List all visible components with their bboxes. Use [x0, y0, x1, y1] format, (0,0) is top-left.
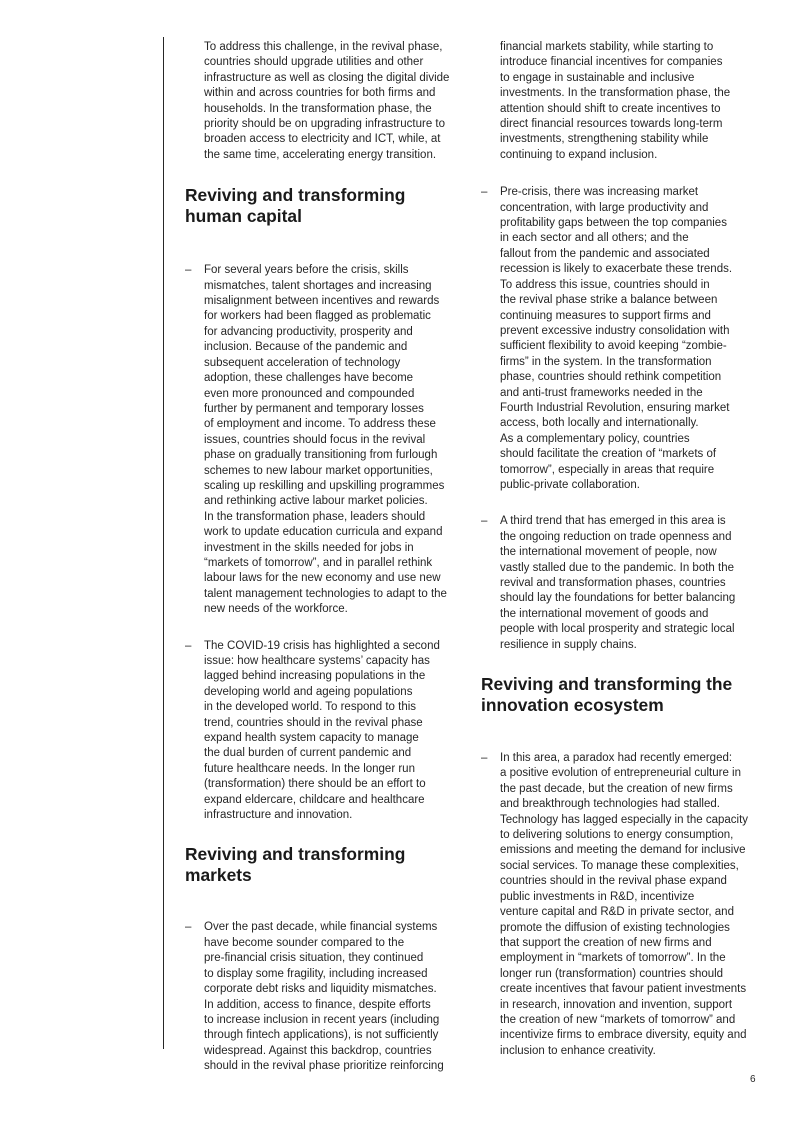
text-line: the revival phase strike a balance between — [500, 294, 718, 307]
text-line: that support the creation of new firms and — [500, 936, 712, 949]
text-line: even more pronounced and compounded — [204, 387, 415, 400]
dash-bullet: – — [481, 186, 488, 199]
text-line: through fintech applications), is not sufficiently — [204, 1029, 439, 1042]
left-column — [185, 40, 457, 1096]
list-item — [185, 263, 457, 617]
text-line: to display some fragility, including increased — [204, 967, 428, 980]
text-line: concentration, with large productivity and — [500, 201, 709, 214]
text-line: and rethinking active labour market policies. — [204, 495, 428, 508]
text-line: countries should in the revival phase expand — [500, 875, 727, 888]
text-line: new needs of the workforce. — [204, 603, 348, 616]
text-line: future healthcare needs. In the longer run — [204, 762, 415, 775]
text-line: for advancing productivity, prosperity and — [204, 325, 413, 338]
text-line: labour laws for the new economy and use new — [204, 572, 441, 585]
text-line: continuing measures to support firms and — [500, 309, 711, 322]
text-line: further by permanent and temporary losses — [204, 402, 424, 415]
text-line: The COVID-19 crisis has highlighted a second — [204, 639, 440, 652]
page-number: 6 — [750, 1074, 756, 1085]
text-line: countries should upgrade utilities and other — [204, 56, 424, 69]
text-line: scaling up reskilling and upskilling programmes — [204, 479, 445, 492]
text-line: Technology has lagged especially in the capacity — [500, 813, 749, 826]
heading-markets — [185, 844, 457, 886]
list-item — [185, 920, 457, 1074]
text-line: create incentives that favour patient investments — [500, 983, 747, 996]
text-line: infrastructure as well as closing the digital divide — [204, 71, 450, 84]
markets-list-left — [185, 920, 457, 1074]
text-line: issue: how healthcare systems’ capacity has — [204, 655, 430, 667]
text-line: the creation of new “markets of tomorrow” and — [500, 1013, 736, 1026]
text-line: vastly stalled due to the pandemic. In both the — [500, 561, 734, 574]
text-line: priority should be on upgrading infrastructure to — [204, 118, 446, 131]
text-line: inclusion to enhance creativity. — [500, 1044, 656, 1057]
text-line: misalignment between incentives and rewards — [204, 295, 440, 308]
text-line: Reviving and transforming — [185, 185, 406, 206]
text-line: sufficient flexibility to avoid keeping “zombie- — [500, 340, 727, 353]
text-line: for workers had been flagged as problematic — [204, 310, 431, 323]
text-line: should facilitate the creation of “markets of — [500, 448, 717, 461]
text-line: developing world and ageing populations — [204, 685, 413, 698]
dash-bullet: – — [481, 515, 488, 528]
text-line: social services. To manage these complexities, — [500, 859, 739, 872]
text-line: in research, innovation and invention, support — [500, 998, 733, 1011]
text-line: public investments in R&D, incentivize — [500, 890, 695, 903]
text-line: employment in “markets of tomorrow”. In the — [500, 952, 726, 965]
text-line: work to update education curricula and expand — [204, 526, 443, 539]
text-line: human capital — [185, 206, 302, 227]
text-line: pre-financial crisis situation, they continued — [204, 952, 424, 965]
human-capital-list — [185, 263, 457, 823]
dash-bullet: – — [185, 639, 192, 652]
text-line: fallout from the pandemic and associated — [500, 247, 710, 260]
text-line: adoption, these challenges have become — [204, 372, 414, 385]
text-line: “markets of tomorrow”, and in parallel rethink — [204, 556, 433, 569]
list-item — [481, 185, 757, 493]
text-line: the international movement of goods and — [500, 607, 709, 620]
text-line: people with local prosperity and strategic local — [500, 623, 735, 636]
text-line: a positive evolution of entrepreneurial culture in — [500, 767, 742, 780]
text-line: the same time, accelerating energy transition. — [204, 148, 437, 161]
text-line: subsequent acceleration of technology — [204, 356, 401, 369]
markets-list-right — [481, 185, 757, 653]
text-line: For several years before the crisis, skills — [204, 264, 409, 277]
text-line: longer run (transformation) countries should — [500, 967, 724, 980]
heading-human-capital — [185, 185, 457, 227]
text-line: issues, countries should focus in the revival — [204, 433, 426, 446]
text-line: phase, countries should rethink competition — [500, 371, 722, 384]
text-line: within and across countries for both firms and — [204, 87, 436, 100]
text-line: promote the diffusion of existing technologies — [500, 921, 730, 934]
text-line: have become sounder compared to the — [204, 936, 405, 949]
text-line: investments. In the transformation phase, the — [500, 87, 731, 100]
text-line: and anti-trust frameworks needed in the — [500, 386, 703, 399]
text-line: emissions and meeting the demand for inclusive — [500, 844, 746, 857]
continuation-paragraph — [481, 40, 757, 163]
text-line: expand eldercare, childcare and healthcare — [204, 793, 425, 806]
text-line: profitability gaps between the top companies — [500, 217, 727, 230]
text-line: of employment and income. To address these — [204, 418, 436, 431]
list-item — [481, 751, 757, 1059]
intro-paragraph — [185, 40, 457, 163]
text-line: Fourth Industrial Revolution, ensuring market — [500, 401, 730, 414]
right-column — [481, 40, 757, 1080]
text-line: A third trend that has emerged in this area is — [500, 515, 726, 528]
list-item — [185, 639, 457, 824]
text-line: In this area, a paradox had recently emerged: — [500, 752, 733, 765]
text-line: expand health system capacity to manage — [204, 732, 419, 745]
heading-innovation-ecosystem — [481, 674, 757, 716]
text-line: the ongoing reduction on trade openness and — [500, 530, 732, 543]
text-line: phase on gradually transitioning from furlough — [204, 449, 438, 462]
innovation-list — [481, 751, 757, 1059]
text-line: talent management technologies to adapt to the — [204, 587, 447, 600]
text-line: to delivering solutions to energy consumption, — [500, 829, 734, 842]
text-line: In addition, access to finance, despite efforts — [204, 998, 431, 1011]
text-line: attention should shift to create incentives to — [500, 102, 721, 115]
text-line: should in the revival phase prioritize reinforcing — [204, 1060, 444, 1073]
text-line: in the developed world. To respond to this — [204, 701, 417, 714]
text-line: to increase inclusion in recent years (including — [204, 1013, 440, 1026]
text-line: To address this issue, countries should in — [500, 278, 710, 291]
text-line: trend, countries should in the revival phase — [204, 716, 423, 729]
dash-bullet: – — [185, 921, 192, 934]
text-line: introduce financial incentives for companies — [500, 56, 723, 69]
text-line: continuing to expand inclusion. — [500, 148, 658, 161]
text-line: should lay the foundations for better balancing — [500, 592, 736, 605]
text-line: firms” in the system. In the transformation — [500, 355, 712, 368]
text-line: corporate debt risks and liquidity mismatches. — [204, 983, 437, 996]
text-line: innovation ecosystem — [481, 695, 664, 716]
text-line: revival and transformation phases, countries — [500, 577, 726, 589]
text-line: direct financial resources towards long-term — [500, 118, 723, 131]
text-line: financial markets stability, while starting to — [500, 41, 714, 53]
text-line: households. In the transformation phase, the — [204, 102, 432, 115]
text-line: widespread. Against this backdrop, countries — [204, 1044, 432, 1057]
text-line: Reviving and transforming the — [481, 674, 733, 695]
text-line: mismatches, talent shortages and increasing — [204, 279, 432, 292]
text-line: resilience in supply chains. — [500, 638, 637, 651]
text-line: incentivize firms to embrace diversity, equity and — [500, 1029, 747, 1042]
text-line: prevent excessive industry consolidation with — [500, 324, 730, 337]
text-line: To address this challenge, in the revival phase, — [204, 41, 443, 53]
dash-bullet: – — [185, 264, 192, 277]
text-line: the dual burden of current pandemic and — [204, 747, 412, 760]
text-line: Pre-crisis, there was increasing market — [500, 186, 699, 199]
text-line: in each sector and all others; and the — [500, 232, 689, 245]
text-line: investment in the skills needed for jobs in — [204, 541, 414, 554]
text-line: public-private collaboration. — [500, 478, 640, 491]
text-line: tomorrow”, especially in areas that require — [500, 463, 715, 476]
text-line: inclusion. Because of the pandemic and — [204, 341, 408, 354]
dash-bullet: – — [481, 752, 488, 765]
text-line: the past decade, but the creation of new firms — [500, 782, 733, 795]
list-item — [481, 514, 757, 653]
text-line: lagged behind increasing populations in the — [204, 670, 426, 683]
text-line: infrastructure and innovation. — [204, 809, 353, 822]
text-line: investments, strengthening stability while — [500, 133, 709, 146]
text-line: markets — [185, 865, 252, 886]
text-line: broaden access to electricity and ICT, while, at — [204, 133, 441, 146]
text-line: As a complementary policy, countries — [500, 432, 690, 445]
text-line: to engage in sustainable and inclusive — [500, 71, 695, 84]
text-line: Reviving and transforming — [185, 844, 406, 865]
text-line: In the transformation phase, leaders should — [204, 510, 426, 523]
text-line: recession is likely to exacerbate these trends. — [500, 263, 733, 276]
text-line: venture capital and R&D in private sector, and — [500, 906, 734, 919]
text-line: schemes to new labour market opportunities, — [204, 464, 433, 477]
text-line: and breakthrough technologies had stalled. — [500, 798, 720, 811]
text-line: (transformation) there should be an effort to — [204, 778, 426, 791]
column-divider-rule — [163, 37, 164, 1049]
text-line: access, both locally and internationally. — [500, 417, 699, 430]
text-line: the international movement of people, now — [500, 546, 717, 559]
text-line: Over the past decade, while financial systems — [204, 921, 438, 934]
